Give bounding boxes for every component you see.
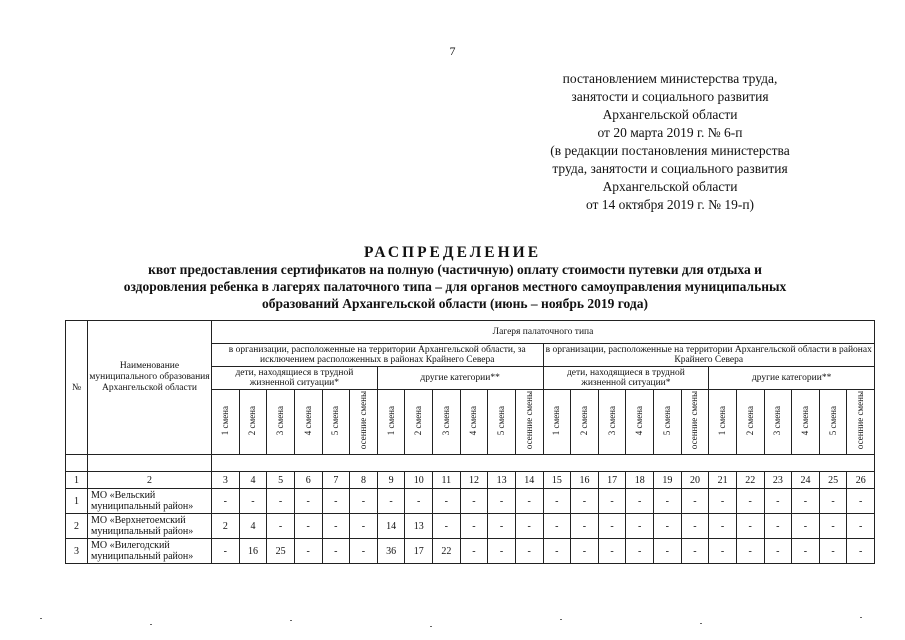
quota-cell: -	[709, 539, 737, 564]
column-number: 11	[433, 472, 461, 489]
column-number: 16	[571, 472, 599, 489]
column-number: 4	[239, 472, 267, 489]
shift-header	[709, 390, 737, 455]
shift-label: 3 смена	[440, 405, 451, 436]
subtitle-line: квот предоставления сертификатов на полную (частичную) оплату стоимости путевки для отдыха и	[148, 262, 762, 277]
quota-cell: -	[764, 514, 792, 539]
quota-cell: 14	[377, 514, 405, 539]
shift-label: 2 смена	[744, 405, 755, 436]
quota-cell: -	[405, 489, 433, 514]
column-header-name: Наименование муниципального образования Архангельской области	[88, 321, 212, 455]
column-number: 14	[515, 472, 543, 489]
subtitle-line: образований Архангельской области (июнь – ноябрь 2019 года)	[261, 296, 648, 311]
shift-header	[239, 390, 267, 455]
column-number: 1	[66, 472, 88, 489]
quota-cell: -	[847, 514, 875, 539]
column-number: 15	[543, 472, 571, 489]
shift-label: 5 смена	[661, 405, 672, 436]
quota-cell: -	[212, 489, 240, 514]
row-number: 3	[66, 539, 88, 564]
municipality-name: МО «Верхнетоемский муниципальный район»	[88, 514, 212, 539]
table-row	[66, 539, 875, 564]
table-row	[66, 514, 875, 539]
quota-cell: -	[543, 489, 571, 514]
shift-header	[405, 390, 433, 455]
quota-cell: 17	[405, 539, 433, 564]
quota-cell: -	[488, 514, 516, 539]
category-header: дети, находящиеся в трудной жизненной ситуации*	[543, 367, 709, 390]
quota-cell: -	[322, 539, 350, 564]
column-number: 18	[626, 472, 654, 489]
shift-header	[847, 390, 875, 455]
approval-line: занятости и социального развития	[571, 89, 769, 104]
column-number: 17	[598, 472, 626, 489]
quota-cell: -	[736, 539, 764, 564]
shift-label: 1 смена	[551, 405, 562, 436]
column-number: 2	[88, 472, 212, 489]
shift-header	[736, 390, 764, 455]
shift-label: 2 смена	[413, 405, 424, 436]
quota-cell: -	[792, 489, 820, 514]
approval-line: от 20 марта 2019 г. № 6-п	[597, 125, 743, 140]
column-number-row	[66, 472, 875, 489]
quota-cell: -	[709, 514, 737, 539]
page-number: 7	[449, 44, 456, 58]
shift-label: 3 смена	[275, 405, 286, 436]
shift-header	[212, 390, 240, 455]
quota-cell: -	[681, 514, 709, 539]
shift-label: 4 смена	[302, 405, 313, 436]
category-header: другие категории**	[377, 367, 543, 390]
quota-cell: -	[598, 489, 626, 514]
shift-label: 4 смена	[634, 405, 645, 436]
column-number: 6	[294, 472, 322, 489]
scan-speck	[560, 619, 562, 620]
column-number: 22	[736, 472, 764, 489]
shift-header	[681, 390, 709, 455]
quota-cell: 2	[212, 514, 240, 539]
shift-label: 2 смена	[578, 405, 589, 436]
quota-cell: -	[847, 539, 875, 564]
shift-header	[515, 390, 543, 455]
shift-header	[543, 390, 571, 455]
quota-cell: -	[736, 514, 764, 539]
quota-cell: -	[598, 539, 626, 564]
quota-cell: -	[488, 539, 516, 564]
shift-header	[598, 390, 626, 455]
quota-cell: -	[819, 539, 847, 564]
quota-cell: -	[322, 514, 350, 539]
quota-cell: -	[792, 514, 820, 539]
quota-cell: -	[571, 489, 599, 514]
quota-cell: -	[488, 489, 516, 514]
quota-cell: 16	[239, 539, 267, 564]
quota-cell: -	[543, 539, 571, 564]
quota-cell: 13	[405, 514, 433, 539]
shift-label: 5 смена	[496, 405, 507, 436]
quota-cell: -	[267, 514, 295, 539]
quota-cell: 36	[377, 539, 405, 564]
approval-line: от 14 октября 2019 г. № 19-п)	[585, 197, 755, 212]
quota-cell: -	[350, 514, 378, 539]
quota-cell: -	[626, 514, 654, 539]
quota-cell: -	[543, 514, 571, 539]
column-number: 24	[792, 472, 820, 489]
column-number: 10	[405, 472, 433, 489]
quota-cell: -	[626, 539, 654, 564]
shift-label: осенние смены	[689, 391, 700, 450]
quota-cell: -	[571, 539, 599, 564]
quota-cell: -	[515, 514, 543, 539]
shift-label: 1 смена	[219, 405, 230, 436]
spacer-row	[66, 455, 875, 472]
row-number: 2	[66, 514, 88, 539]
column-number: 7	[322, 472, 350, 489]
quota-cell: -	[819, 489, 847, 514]
quota-cell: -	[294, 489, 322, 514]
municipality-name: МО «Вельский муниципальный район»	[88, 489, 212, 514]
quota-cell: -	[294, 514, 322, 539]
column-number: 12	[460, 472, 488, 489]
quota-cell: -	[709, 489, 737, 514]
quota-cell: -	[792, 539, 820, 564]
shift-header	[764, 390, 792, 455]
shift-label: 2 смена	[247, 405, 258, 436]
shift-header	[377, 390, 405, 455]
category-header: дети, находящиеся в трудной жизненной ситуации*	[212, 367, 378, 390]
shift-label: 1 смена	[385, 405, 396, 436]
shift-label: 1 смена	[717, 405, 728, 436]
shift-header	[294, 390, 322, 455]
column-number: 3	[212, 472, 240, 489]
shift-header	[571, 390, 599, 455]
quota-table	[65, 320, 875, 564]
quota-cell: -	[654, 539, 682, 564]
subtitle-line: оздоровления ребенка в лагерях палаточного типа – для органов местного самоуправления муниципальных	[123, 279, 787, 294]
shift-header	[654, 390, 682, 455]
quota-cell: -	[764, 539, 792, 564]
quota-cell: -	[239, 489, 267, 514]
approval-block	[540, 70, 800, 214]
shift-header	[350, 390, 378, 455]
group-header: Лагеря палаточного типа	[212, 321, 875, 344]
quota-cell: -	[571, 514, 599, 539]
quota-cell: -	[847, 489, 875, 514]
shift-header	[792, 390, 820, 455]
shift-label: 3 смена	[772, 405, 783, 436]
shift-label: 4 смена	[799, 405, 810, 436]
column-number: 20	[681, 472, 709, 489]
scan-speck	[290, 620, 292, 621]
shift-label: осенние смены	[855, 391, 866, 450]
subgroup-header-1: в организации, расположенные на территории Архангельской области, за исключением расположенных в районах Крайнего Севера	[212, 344, 544, 367]
column-number: 5	[267, 472, 295, 489]
quota-cell: -	[433, 489, 461, 514]
scan-speck	[40, 618, 42, 619]
quota-cell: -	[654, 489, 682, 514]
shift-header	[819, 390, 847, 455]
shift-header	[460, 390, 488, 455]
row-number: 1	[66, 489, 88, 514]
shift-label: 3 смена	[606, 405, 617, 436]
quota-cell: -	[377, 489, 405, 514]
scan-speck	[150, 624, 152, 625]
column-number: 8	[350, 472, 378, 489]
quota-cell: -	[212, 539, 240, 564]
column-number: 21	[709, 472, 737, 489]
column-number: 13	[488, 472, 516, 489]
quota-cell: -	[736, 489, 764, 514]
approval-line: труда, занятости и социального развития	[552, 161, 788, 176]
scan-speck	[700, 623, 702, 624]
quota-cell: -	[681, 489, 709, 514]
column-number: 9	[377, 472, 405, 489]
quota-cell: -	[294, 539, 322, 564]
approval-line: Архангельской области	[602, 107, 738, 122]
shift-header	[322, 390, 350, 455]
quota-cell: -	[819, 514, 847, 539]
table-row	[66, 489, 875, 514]
quota-cell: -	[598, 514, 626, 539]
column-header-no: №	[66, 321, 88, 455]
column-number: 25	[819, 472, 847, 489]
quota-cell: -	[626, 489, 654, 514]
quota-cell: -	[515, 489, 543, 514]
quota-cell: 25	[267, 539, 295, 564]
shift-label: 5 смена	[330, 405, 341, 436]
shift-header	[626, 390, 654, 455]
shift-header	[267, 390, 295, 455]
quota-cell: -	[654, 514, 682, 539]
document-subtitle	[90, 261, 820, 312]
shift-header	[488, 390, 516, 455]
shift-label: 5 смена	[827, 405, 838, 436]
quota-cell: -	[460, 539, 488, 564]
column-number: 19	[654, 472, 682, 489]
scan-speck	[860, 617, 862, 618]
quota-cell: -	[350, 489, 378, 514]
approval-line: постановлением министерства труда,	[562, 71, 778, 86]
approval-line: (в редакции постановления министерства	[550, 143, 790, 158]
quota-cell: -	[764, 489, 792, 514]
shift-label: осенние смены	[357, 391, 368, 450]
approval-line: Архангельской области	[602, 179, 738, 194]
quota-cell: -	[267, 489, 295, 514]
column-number: 26	[847, 472, 875, 489]
quota-cell: -	[460, 489, 488, 514]
subgroup-header-2: в организации, расположенные на территории Архангельской области в районах Крайнего Севера	[543, 344, 875, 367]
shift-label: осенние смены	[523, 391, 534, 450]
column-number: 23	[764, 472, 792, 489]
quota-cell: -	[433, 514, 461, 539]
quota-cell: -	[350, 539, 378, 564]
quota-cell: 4	[239, 514, 267, 539]
quota-cell: -	[460, 514, 488, 539]
quota-cell: 22	[433, 539, 461, 564]
municipality-name: МО «Вилегодский муниципальный район»	[88, 539, 212, 564]
scan-speck	[430, 626, 432, 627]
quota-cell: -	[681, 539, 709, 564]
shift-header	[433, 390, 461, 455]
shift-label: 4 смена	[468, 405, 479, 436]
quota-cell: -	[515, 539, 543, 564]
quota-cell: -	[322, 489, 350, 514]
category-header: другие категории**	[709, 367, 875, 390]
document-title: РАСПРЕДЕЛЕНИЕ	[363, 244, 542, 261]
